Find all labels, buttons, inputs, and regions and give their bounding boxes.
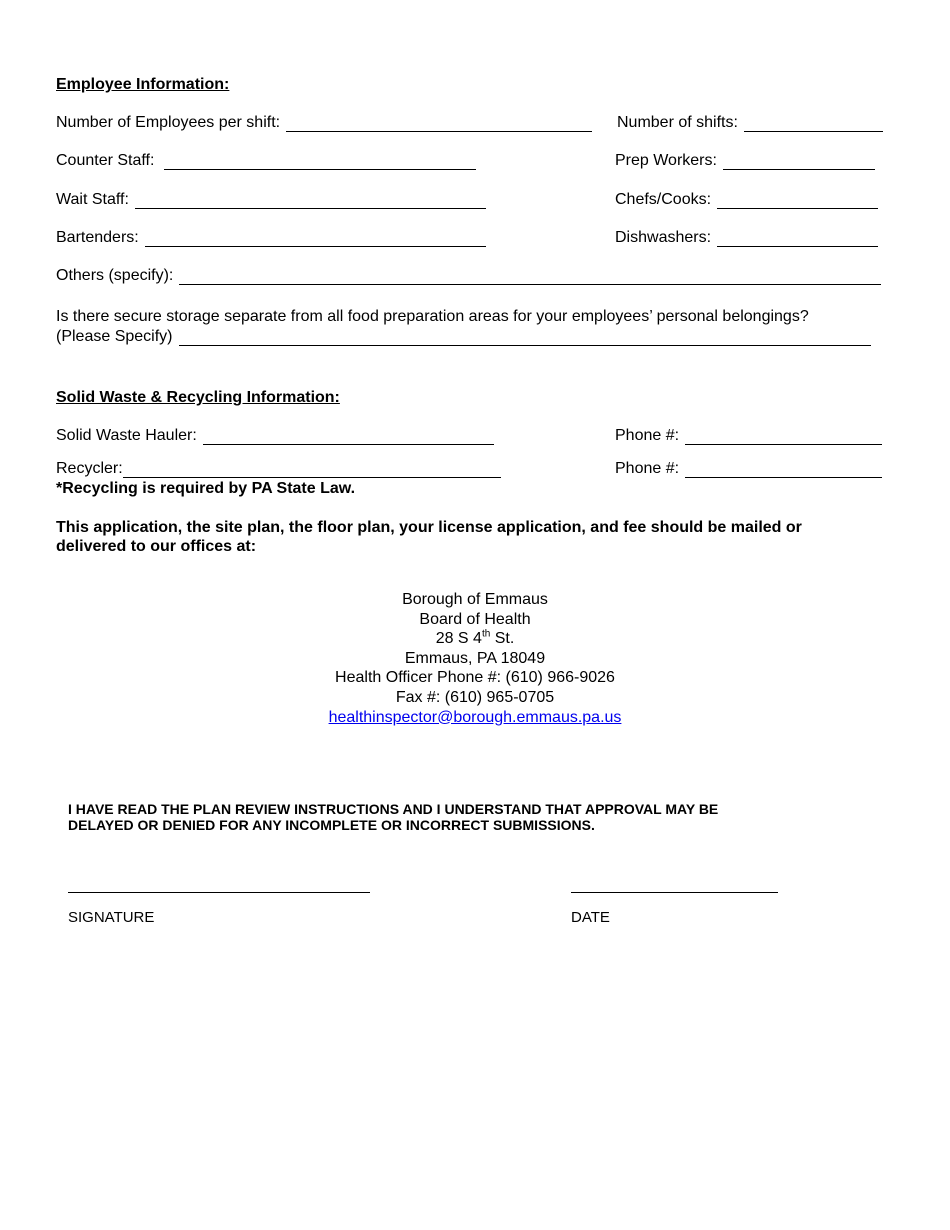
- certification-line2: DELAYED OR DENIED FOR ANY INCOMPLETE OR INCORRECT SUBMISSIONS.: [68, 817, 595, 833]
- wait-staff-field[interactable]: [135, 191, 486, 209]
- number-of-shifts-row: [617, 114, 883, 132]
- hauler-field[interactable]: [203, 427, 494, 445]
- email-link[interactable]: healthinspector@borough.emmaus.pa.us: [328, 708, 622, 726]
- address-street-number: 28 S 4: [435, 630, 482, 648]
- address-dept: Board of Health: [419, 610, 531, 628]
- employees-per-shift-row: [56, 114, 592, 132]
- number-of-shifts-field[interactable]: [744, 114, 883, 132]
- hauler-row: [56, 427, 494, 445]
- address-street-name: St.: [490, 630, 515, 648]
- mailing-instructions-line2: delivered to our offices at:: [56, 538, 257, 555]
- employees-per-shift-field[interactable]: [286, 114, 592, 132]
- address-city: Emmaus, PA 18049: [404, 649, 546, 667]
- certification-line1: I HAVE READ THE PLAN REVIEW INSTRUCTIONS AND I UNDERSTAND THAT APPROVAL MAY BE: [68, 801, 719, 817]
- hauler-label: Solid Waste Hauler:: [56, 427, 197, 444]
- chefs-cooks-row: [615, 191, 878, 209]
- chefs-cooks-field[interactable]: [717, 191, 878, 209]
- others-field[interactable]: [179, 267, 881, 285]
- prep-workers-row: [615, 152, 875, 170]
- bartenders-row: [56, 229, 486, 247]
- recycler-phone-label: Phone #:: [615, 460, 680, 477]
- counter-staff-label: Counter Staff:: [56, 152, 155, 169]
- waste-info-heading: Solid Waste & Recycling Information:: [56, 389, 340, 406]
- hauler-phone-field[interactable]: [685, 427, 882, 445]
- dishwashers-label: Dishwashers:: [615, 229, 712, 246]
- hauler-phone-row: [615, 427, 882, 445]
- address-phone: Health Officer Phone #: (610) 966-9026: [335, 669, 615, 687]
- address-street-suffix: th: [481, 628, 491, 640]
- recycler-phone-row: [615, 460, 882, 478]
- wait-staff-label: Wait Staff:: [56, 191, 129, 208]
- chefs-cooks-label: Chefs/Cooks:: [615, 191, 712, 208]
- recycler-label: Recycler:: [56, 460, 123, 477]
- counter-staff-field[interactable]: [164, 152, 476, 170]
- bartenders-label: Bartenders:: [56, 229, 139, 246]
- storage-question: Is there secure storage separate from all food preparation areas for your employees’ personal belongings?: [56, 308, 809, 325]
- address-org: Borough of Emmaus: [402, 591, 548, 608]
- recycler-field[interactable]: [123, 460, 501, 478]
- number-of-shifts-label: Number of shifts:: [617, 114, 738, 131]
- mailing-instructions-line1: This application, the site plan, the floor plan, your license application, and fee should be mailed or: [56, 519, 802, 536]
- hauler-phone-label: Phone #:: [615, 427, 680, 444]
- address-fax: Fax #: (610) 965-0705: [395, 688, 555, 706]
- date-line[interactable]: [571, 891, 778, 893]
- certification-statement: [68, 801, 868, 833]
- recycling-note: *Recycling is required by PA State Law.: [56, 480, 356, 497]
- wait-staff-row: [56, 191, 486, 209]
- date-label: DATE: [571, 909, 610, 926]
- recycler-phone-field[interactable]: [685, 460, 882, 478]
- storage-specify-row: [56, 328, 871, 346]
- prep-workers-label: Prep Workers:: [615, 152, 717, 169]
- storage-specify-label: (Please Specify): [56, 328, 173, 345]
- recycler-row: [56, 460, 501, 478]
- employees-per-shift-label: Number of Employees per shift:: [56, 114, 281, 131]
- signature-label: SIGNATURE: [68, 909, 155, 926]
- bartenders-field[interactable]: [145, 229, 486, 247]
- dishwashers-row: [615, 229, 878, 247]
- prep-workers-field[interactable]: [723, 152, 875, 170]
- address-street: [0, 629, 950, 649]
- others-label: Others (specify):: [56, 267, 174, 284]
- others-row: [56, 267, 881, 285]
- dishwashers-field[interactable]: [717, 229, 878, 247]
- counter-staff-row: [56, 152, 476, 170]
- employee-info-heading: Employee Information:: [56, 76, 230, 93]
- address-block: [0, 590, 950, 727]
- signature-line[interactable]: [68, 891, 370, 893]
- storage-specify-field[interactable]: [179, 328, 871, 346]
